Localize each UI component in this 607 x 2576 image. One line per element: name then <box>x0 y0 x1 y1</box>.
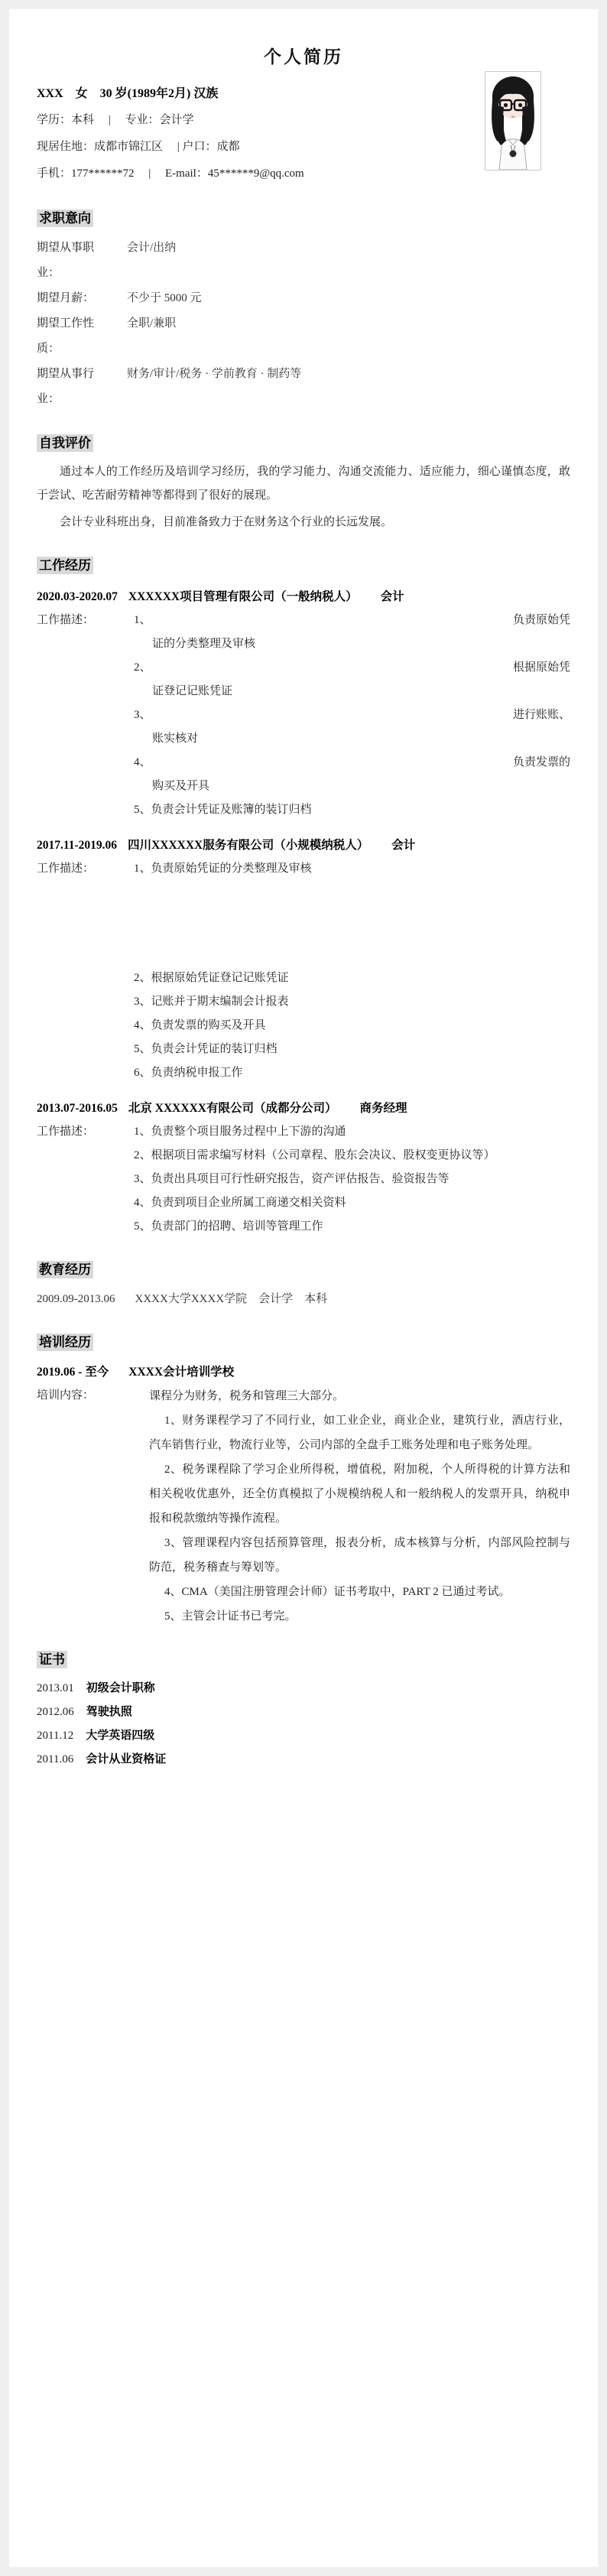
profile-block <box>37 80 570 187</box>
certificate-items <box>37 1677 570 1772</box>
self-evaluation-paragraph: 通过本人的工作经历及培训学习经历，我的学习能力、沟通交流能力、适应能力，细心谨慎态度，敢于尝试、吃苦耐劳精神等都得到了很好的展现。 <box>37 466 570 502</box>
work-desc-item: 2、根据原始凭证登记记账凭证 <box>134 972 289 984</box>
training-content-row <box>37 1384 570 1629</box>
job-position: 会计 <box>391 839 416 852</box>
work-desc-item: 4、负责发票的购买及开具 <box>134 1019 266 1031</box>
job-entry <box>37 587 570 822</box>
job-period: 2013.07-2016.05 <box>37 1102 118 1115</box>
training-period: 2019.06 - 至今 <box>37 1366 109 1379</box>
work-desc-item: 2、根据项目需求编写材料（公司章程、股东会决议、股权变更协议等） <box>134 1149 495 1161</box>
self-evaluation-paragraph: 会计专业科班出身，目前准备致力于在财务这个行业的长远发展。 <box>60 516 393 528</box>
certificate-row <box>37 1724 570 1748</box>
intention-value: 全职/兼职 <box>127 317 177 330</box>
certificate-name: 大学英语四级 <box>86 1730 155 1742</box>
work-desc-item: 4、负责到项目企业所属工商递交相关资料 <box>134 1197 346 1209</box>
work-desc-item: 3、记账并于期末编制会计报表 <box>134 996 289 1008</box>
work-desc-item: 5、负责会计凭证及账簿的装订归档 <box>134 804 312 816</box>
profile-line: 现居住地：成都市锦江区 | 户口：成都 <box>37 141 240 153</box>
certificate-row <box>37 1748 570 1772</box>
job-period: 2017.11-2019.06 <box>37 839 118 852</box>
training-item: 1、财务课程学习了不同行业，如工业企业，商业企业，建筑行业，酒店行业，汽车销售行业，物流行业等，公司内部的全盘手工账务处理和电子账务处理。 <box>149 1415 570 1451</box>
job-position: 会计 <box>380 590 404 603</box>
job-description-row <box>37 857 570 1085</box>
job-description-row <box>37 1120 570 1239</box>
work-desc-item: 1、负责整个项目服务过程中上下游的沟通 <box>134 1126 346 1138</box>
work-desc-item: 6、负责纳税申报工作 <box>134 1067 243 1079</box>
training-content-label: 培训内容： <box>37 1389 95 1402</box>
education-school: XXXX大学XXXX学院 会计学 本科 <box>135 1293 328 1305</box>
job-description-row <box>37 609 570 822</box>
avatar-photo <box>485 71 541 171</box>
job-heading <box>37 587 570 604</box>
certificate-date: 2013.01 <box>37 1682 74 1694</box>
work-desc-item: 4、 负责发票的 购买及开具 <box>134 756 570 792</box>
training-item: 5、主管会计证书已考完。 <box>164 1610 297 1623</box>
intention-value: 会计/出纳 <box>127 242 177 254</box>
job-description-items <box>134 857 570 1085</box>
certificate-name: 会计从业资格证 <box>86 1753 167 1766</box>
page-title: 个人简历 <box>264 47 343 67</box>
intention-value: 财务/审计/税务 · 学前教育 · 制药等 <box>127 368 302 380</box>
intention-label: 期望月薪： <box>37 292 95 304</box>
work-desc-item: 2、 根据原始凭 证登记记账凭证 <box>134 661 570 697</box>
job-heading <box>37 836 570 853</box>
job-intention-rows <box>37 236 570 412</box>
education-row <box>37 1287 570 1311</box>
profile-name-line: XXX 女 30 岁(1989年2月) 汉族 <box>37 87 219 100</box>
training-item: 2、税务课程除了学习企业所得税，增值税，附加税，个人所得税的计算方法和相关税收优惠外，还全仿真模拟了小规模纳税人和一般纳税人的发票开具，纳税申报和税款缴纳等操作流程。 <box>149 1463 570 1525</box>
job-entry <box>37 836 570 1085</box>
section-heading-training: 培训经历 <box>37 1331 570 1350</box>
work-desc-item: 1、 负责原始凭 证的分类整理及审核 <box>134 614 570 650</box>
training-items <box>149 1408 570 1629</box>
intention-row <box>37 362 570 412</box>
training-heading <box>37 1363 570 1379</box>
intention-row <box>37 236 570 286</box>
education-period: 2009.09-2013.06 <box>37 1293 115 1305</box>
section-heading-job-intention: 求职意向 <box>37 207 570 226</box>
training-item: 3、管理课程内容包括预算管理，报表分析，成本核算与分析，内部风险控制与防范，税务稽查与筹划等。 <box>149 1537 570 1574</box>
certificate-date: 2012.06 <box>37 1706 74 1718</box>
work-desc-item: 5、负责会计凭证的装订归档 <box>134 1043 278 1055</box>
work-desc-item: 3、 进行账账、 账实核对 <box>134 709 570 745</box>
section-heading-education: 教育经历 <box>37 1259 570 1278</box>
work-desc-item: 3、负责出具项目可行性研究报告，资产评估报告、验资报告等 <box>134 1173 450 1185</box>
intention-value: 不少于 5000 元 <box>127 292 202 304</box>
job-period: 2020.03-2020.07 <box>37 590 118 603</box>
job-description-items <box>134 609 570 822</box>
intention-label: 期望从事行业： <box>37 368 95 405</box>
intention-label: 期望从事职业： <box>37 242 95 279</box>
intention-label: 期望工作性质： <box>37 317 95 355</box>
work-desc-item: 5、负责部门的招聘、培训等管理工作 <box>134 1220 323 1233</box>
certificate-name: 初级会计职称 <box>86 1682 155 1694</box>
section-heading-certificates: 证书 <box>37 1649 570 1668</box>
job-description-label: 工作描述： <box>37 1126 95 1138</box>
section-heading-work-experience: 工作经历 <box>37 554 570 573</box>
profile-line: 手机：177******72 | E-mail：45******9@qq.com <box>37 167 304 180</box>
certificate-date: 2011.06 <box>37 1753 74 1766</box>
avatar-illustration <box>485 72 540 170</box>
job-heading <box>37 1099 570 1116</box>
job-company: XXXXXX项目管理有限公司（一般纳税人） <box>128 590 358 603</box>
profile-line: 学历：本科 | 专业：会计学 <box>37 114 194 126</box>
job-description-label: 工作描述： <box>37 614 95 626</box>
training-school: XXXX会计培训学校 <box>128 1366 235 1379</box>
training-item: 4、CMA（美国注册管理会计师）证书考取中，PART 2 已通过考试。 <box>164 1586 511 1598</box>
job-company: 北京 XXXXXX有限公司（成都分公司） <box>128 1102 337 1115</box>
education-items <box>37 1287 570 1311</box>
resume-page <box>9 9 598 2567</box>
work-desc-item: 1、负责原始凭证的分类整理及审核 <box>134 862 312 875</box>
intention-row <box>37 286 570 311</box>
self-evaluation-paragraphs <box>37 460 570 534</box>
training-intro: 课程分为财务，税务和管理三大部分。 <box>149 1390 345 1402</box>
certificate-name: 驾驶执照 <box>86 1706 132 1718</box>
training-content <box>149 1384 570 1629</box>
job-company: 四川XXXXXX服务有限公司（小规模纳税人） <box>128 839 369 852</box>
job-position: 商务经理 <box>359 1102 407 1115</box>
certificate-row <box>37 1701 570 1724</box>
certificate-date: 2011.12 <box>37 1730 74 1742</box>
section-heading-self-evaluation: 自我评价 <box>37 432 570 451</box>
job-description-label: 工作描述： <box>37 862 95 875</box>
job-description-items <box>134 1120 570 1239</box>
intention-row <box>37 311 570 362</box>
certificate-row <box>37 1677 570 1701</box>
job-entry <box>37 1099 570 1239</box>
